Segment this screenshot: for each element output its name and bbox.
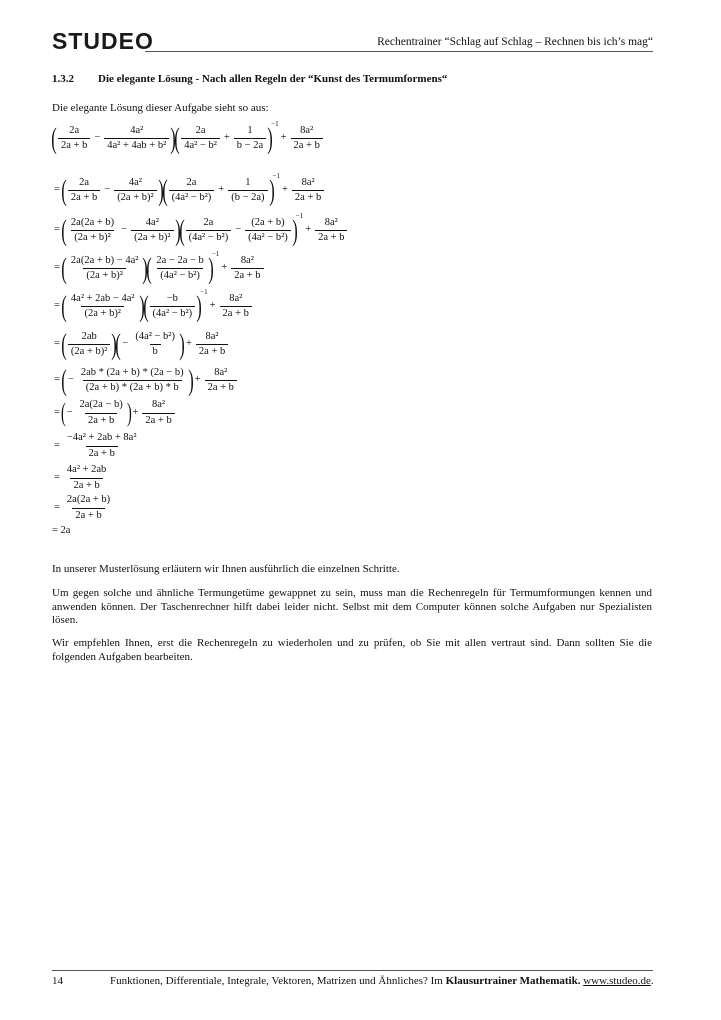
paragraph-3: Wir empfehlen Ihnen, erst die Rechenregeln zu wiederholen und zu prüfen, ob Sie mit allen vertraut sind. Dann sollten Sie die folgenden Aufgaben bearbeiten. [52, 637, 652, 663]
footer-text: Funktionen, Differentiale, Integrale, Vektoren, Matrizen und Ähnliches? Im Klausurtrainer Mathematik. www.studeo.de. [110, 975, 654, 987]
math-step-5: = ( $\frac{2ab}{\text{(2a + b)²}}$ ) ( − $\frac{\text{(4a² − b²)}}{b}$ ) + $\frac{\text{8a²}}{2a + b}$ [52, 331, 230, 358]
section-heading [52, 73, 447, 85]
math-step-3: = ( $\frac{\text{2a(2a + b) − 4a²}}{\text{(2a + b)²}}$ ) ( $\frac{2a - 2a - b}{\text{(4a² − b²)}}$ ) −1 + $\frac{\text{8a²}}{2a + b}$ [52, 255, 266, 282]
footer-divider [52, 970, 653, 971]
section-title: Die elegante Lösung - Nach allen Regeln der “Kunst des Termumformens“ [98, 73, 448, 85]
math-result: = 2a [52, 525, 71, 536]
intro-text: Die elegante Lösung dieser Aufgabe sieht so aus: [52, 102, 269, 114]
math-step-4: = ( $\frac{\text{4a² + 2ab − 4a²}}{\text{(2a + b)²}}$ ) ( $\frac{-b}{\text{(4a² − b²)}}$ ) −1 + $\frac{\text{8a²}}{2a + b}$ [52, 293, 254, 320]
footer-bold-title: Klausurtrainer Mathematik. [445, 975, 581, 987]
footer-link[interactable]: www.studeo.de [583, 975, 651, 987]
math-step-6: = ( − $\frac{2ab * (2a + b) * (2a - b)}{(2a + b) * (2a + b) * b}$ ) + $\frac{\text{8a²}}{2a + b}$ [52, 367, 239, 394]
header-divider [145, 51, 653, 52]
math-step-10: = $\frac{2a(2a + b)}{2a + b}$ [54, 494, 111, 521]
math-step-2: = ( $\frac{2a(2a + b)}{\text{(2a + b)²}}$ − $\frac{\text{4a²}}{\text{(2a + b)²}}$ ) ( $\frac{2a}{\text{(4a² − b²)}}$ − $\frac{(2a + b)}{\text{(4a² − b²)}}$ ) −1 + $\frac{\text{8a²}}{2a + b}$ [52, 217, 349, 244]
math-step-0: ( $\frac{2a}{2a + b}$ − $\frac{\text{4a²}}{\text{4a² + 4ab + b²}}$ ) ( $\frac{2a}{\text{4a² − b²}}$ + $\frac{1}{b - 2a}$ ) −1 + $\frac{\text{8a²}}{2a + b}$ [52, 125, 325, 152]
math-step-8: = $\frac{\text{−4a² + 2ab + 8a²}}{2a + b}$ [54, 432, 137, 459]
math-step-7: = ( − $\frac{2a(2a - b)}{2a + b}$ ) + $\frac{\text{8a²}}{2a + b}$ [52, 400, 177, 426]
page-number: 14 [52, 975, 63, 987]
paragraph-2: Um gegen solche und ähnliche Termungetüme gewappnet zu sein, muss man die Rechenregeln für Termumformungen kennen und anwenden können. Der Taschenrechner hilft dabei leider nicht. Selbst mit dem Computer können solche Aufgaben nur Spezialisten lösen. [52, 587, 652, 626]
studeo-logo: STUDEO [52, 28, 154, 54]
math-step-9: = $\frac{\text{4a² + 2ab}}{2a + b}$ [54, 464, 107, 491]
section-number: 1.3.2 [52, 73, 74, 85]
math-step-1: = ( $\frac{2a}{2a + b}$ − $\frac{\text{4a²}}{\text{(2a + b)²}}$ ) ( $\frac{2a}{\text{(4a² − b²)}}$ + $\frac{1}{(b - 2a)}$ ) −1 + $\frac{\text{8a²}}{2a + b}$ [52, 177, 326, 204]
header-title: Rechentrainer “Schlag auf Schlag – Rechnen bis ich’s mag“ [377, 36, 653, 48]
paragraph-1: In unserer Musterlösung erläutern wir Ihnen ausführlich die einzelnen Schritte. [52, 563, 400, 575]
